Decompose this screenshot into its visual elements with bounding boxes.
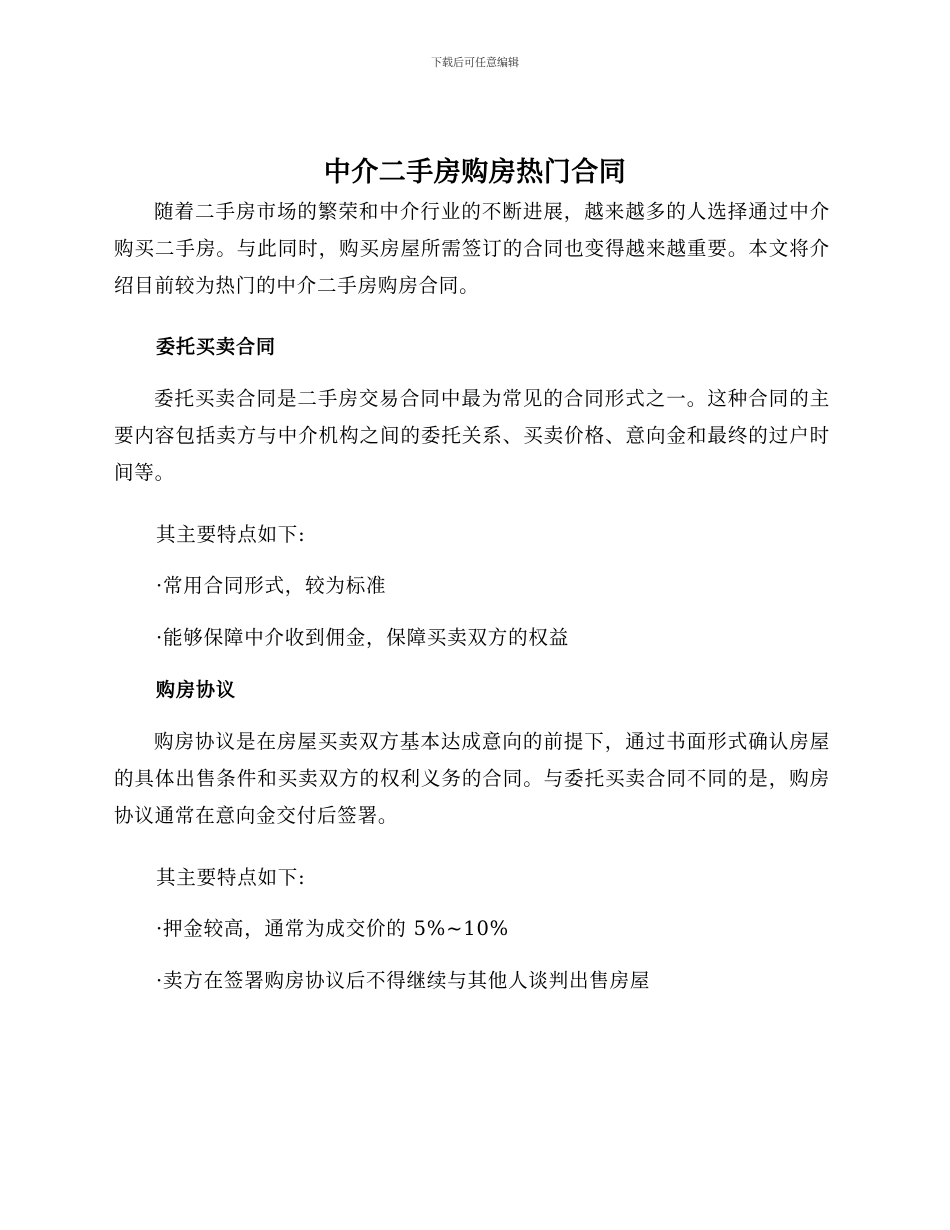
features-intro: 其主要特点如下:: [156, 523, 306, 546]
section-heading-purchase-agreement: 购房协议: [156, 679, 237, 701]
bullet-item: ·押金较高，通常为成交价的 5%~10%: [156, 917, 510, 940]
page-header: 下载后可任意编辑: [431, 56, 519, 69]
document-title: 中介二手房购房热门合同: [323, 157, 627, 188]
intro-paragraph: 随着二手房市场的繁荣和中介行业的不断进展，越来越多的人选择通过中介购买二手房。与此同时，购买房屋所需签订的合同也变得越来越重要。本文将介绍目前较为热门的中介二手房购房合同。: [114, 200, 830, 297]
section-body-entrust-contract: 委托买卖合同是二手房交易合同中最为常见的合同形式之一。这种合同的主要内容包括卖方与中介机构之间的委托关系、买卖价格、意向金和最终的过户时间等。: [114, 387, 830, 484]
bullet-item: ·卖方在签署购房协议后不得继续与其他人谈判出售房屋: [156, 969, 651, 992]
section-body-purchase-agreement: 购房协议是在房屋买卖双方基本达成意向的前提下，通过书面形式确认房屋的具体出售条件和买卖双方的权利义务的合同。与委托买卖合同不同的是，购房协议通常在意向金交付后签署。: [114, 730, 830, 827]
bullet-item: ·能够保障中介收到佣金，保障买卖双方的权益: [156, 626, 569, 649]
bullet-item: ·常用合同形式，较为标准: [156, 574, 387, 597]
features-intro: 其主要特点如下:: [156, 866, 306, 889]
section-heading-entrust-contract: 委托买卖合同: [156, 336, 277, 358]
